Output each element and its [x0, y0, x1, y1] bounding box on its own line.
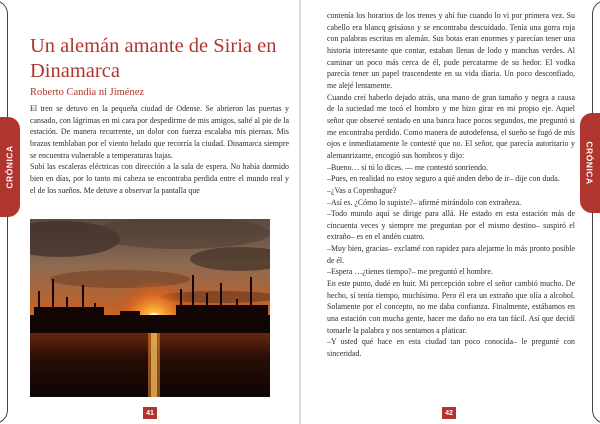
- dialogue-line: –Pues, en realidad no estoy seguro a qué anden debo de ir– dije con duda.: [327, 174, 560, 184]
- section-tab-label: CRÓNICA: [5, 145, 16, 189]
- dialogue-line: –Todo mundo aquí se dirige para allá. He estado en esta estación más de cincuenta veces y siempre me preguntan por el mismo destino– suspiró el extraño– es en el andén cuatro.: [327, 209, 575, 242]
- section-tab-label: CRÓNICA: [585, 141, 596, 185]
- dialogue-line: –Muy bien, gracias– exclamé con rapidez para alejarme lo más pronto posible de él.: [327, 244, 575, 265]
- section-tab-right: [580, 113, 600, 213]
- paragraph: contenía los horarios de los trenes y ahí fue cuando lo vi por primera vez. Su cabello era blancq grisáoso y se encontraba descuidado. Tenía una gorra roja con palabras escritas en alemán. Sus botas eran enormes y parecían tener una historia interesante que contar, estaban llenas de lodo y manchas verdes. Al caminar un poco más cerca de él, pude percatarme de su hedor. El vodka parecía tener un papel trascendente en su vida diaria. Un poco desconfiado, me alejé lentamente.: [327, 11, 575, 90]
- right-page-body: [327, 10, 575, 360]
- dialogue-line: –Espera …¿tienes tiempo?– me preguntó el hombre.: [327, 267, 493, 277]
- page-number-right: 42: [442, 407, 456, 419]
- section-tab-left: [0, 117, 20, 217]
- dialogue-line: –Así es. ¿Cómo lo supiste?– afirmé mirándolo con extrañeza.: [327, 197, 522, 207]
- paragraph: Subí las escaleras eléctricas con dirección a la sala de espera. No había dormido bien en días, por lo tanto mi cabeza se encontraba perdida entre el mundo real y el de los sueños. Me detuve a observar la pantalla que: [30, 162, 289, 195]
- article-author: Roberto Candia ni Jiménez: [30, 87, 145, 98]
- right-page: [318, 0, 576, 424]
- dialogue-line: –¿Vas a Copenhague?: [327, 185, 397, 195]
- left-page-body: [30, 103, 289, 196]
- paragraph: Cuando creí haberlo dejado atrás, una mano de gran tamaño y negra a causa de la suciedad me tocó el hombro y me hizo girar en mi propio eje. Aquel señor que observé sentado en una banca hace pocos segundos, me preguntó si me encontraba perdido. Como manera de autodefensa, el sueño se fugó de mis ojos e inmediatamente le contesté que no. El señor, que parecía autoritario y alemanrizante, encogió sus hombros y dijo:: [327, 92, 575, 160]
- page-number-left: 41: [143, 407, 157, 419]
- dialogue-line: –Y usted qué hace en esta ciudad tan poco conocida– le pregunté con sinceridad.: [327, 337, 575, 359]
- book-fold: [299, 0, 301, 424]
- paragraph: El tren se detuvo en la pequeña ciudad de Odense. Se abrieron las puertas y cansado, con lágrimas en mi cara por despedirme de mis amigos, salté al pie de la estación. De manera recurrente, un dolor con fuerza escalaba mis piernas. Mis brazos temblaban por el viento helado que recorría la ciudad. Dinamarca siempre se encuentra vulnerable a temperaturas bajas.: [30, 104, 289, 160]
- sunset-harbor-photo: [30, 219, 270, 397]
- article-title: Un alemán amante de Siria en Dinamarca: [30, 35, 277, 82]
- paragraph: En este punto, dudé en huir. Mi percepción sobre el señor cambió mucho. De hecho, sí tenía tiempo, muchísimo. Pero él era un extraño que olía a alcohol. Solamente por el concepto, no me daba confianza. Finalmente, estábamos en una estación con mucha gente, hacer me daño no era tan fácil. Así que decidí tomarle la palabra y nos sentamos a platicar.: [327, 279, 575, 335]
- dialogue-line: –Bueno… si tú lo dices. — me contestó sonriendo.: [327, 162, 488, 172]
